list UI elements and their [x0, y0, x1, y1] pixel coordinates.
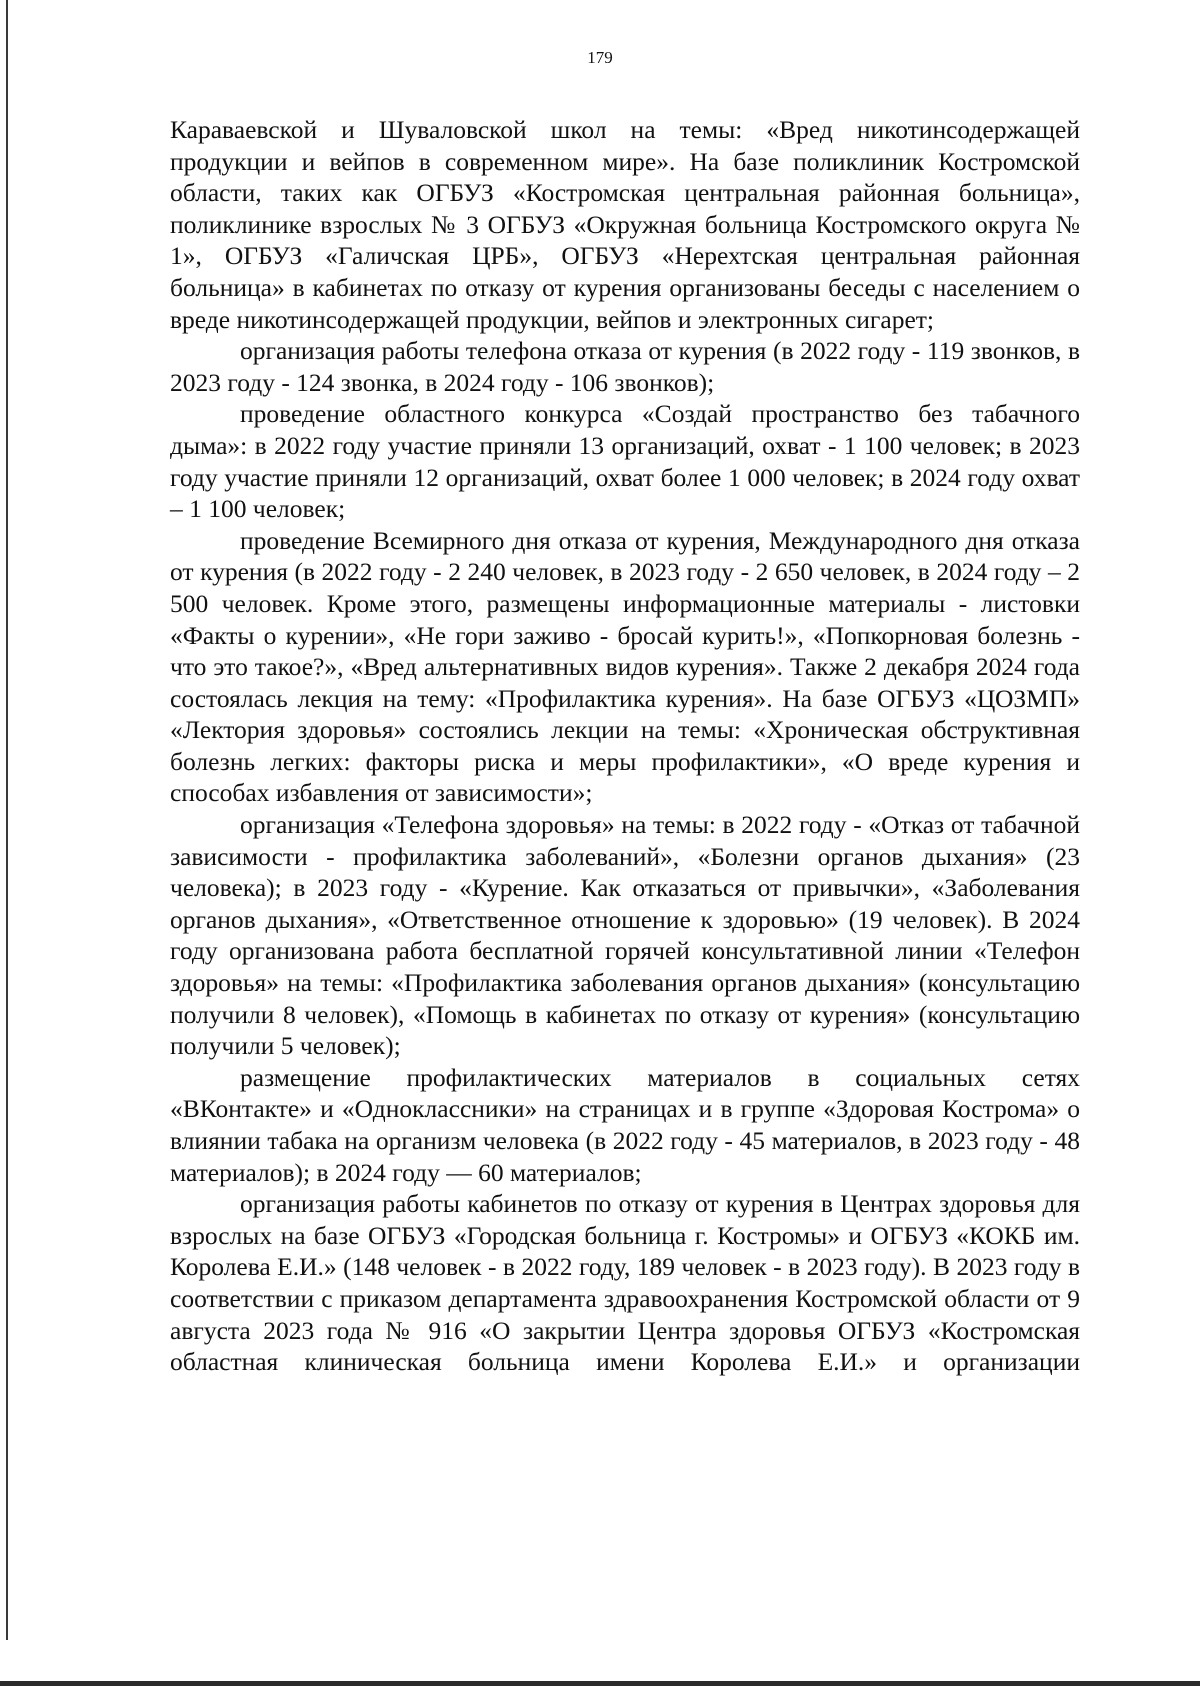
paragraph-7: организация работы кабинетов по отказу от курения в Центрах здоровья для взрослых на базе ОГБУЗ «Городская больница г. Костромы» и ОГБУЗ «КОКБ им. Королева Е.И.» (148 человек - в 2022 году, 189 человек - в 2023 году). В 2023 году в соответствии с приказом департамента здравоохранения Костромской области от 9 августа 2023 года № 916 «О закрытии Центра здоровья ОГБУЗ «Костромская областная клиническая больница имени Королева Е.И.» и организации — [170, 1189, 1080, 1377]
paragraph-3: проведение областного конкурса «Создай пространство без табачного дыма»: в 2022 году участие приняли 13 организаций, охват - 1 100 человек; в 2023 году участие приняли 12 организаций, охват более 1 000 человек; в 2024 году охват – 1 100 человек; — [170, 399, 1080, 524]
document-body — [170, 114, 1080, 1378]
scan-left-edge — [6, 0, 8, 1640]
paragraph-2: организация работы телефона отказа от курения (в 2022 году - 119 звонков, в 2023 году - 124 звонка, в 2024 году - 106 звонков); — [170, 336, 1080, 397]
page-number: 179 — [587, 48, 613, 67]
paragraph-4: проведение Всемирного дня отказа от курения, Международного дня отказа от курения (в 2022 году - 2 240 человек, в 2023 году - 2 650 человек, в 2024 году – 2 500 человек. Кроме этого, размещены информационные материалы - листовки «Факты о курении», «Не гори заживо - бросай курить!», «Попкорновая болезнь - что это такое?», «Вред альтернативных видов курения». Также 2 декабря 2024 года состоялась лекция на тему: «Профилактика курения». На базе ОГБУЗ «ЦОЗМП» «Лектория здоровья» состоялись лекции на темы: «Хроническая обструктивная болезнь легких: факторы риска и меры профилактики», «О вреде курения и способах избавления от зависимости»; — [170, 525, 1080, 808]
paragraph-6: размещение профилактических материалов в социальных сетях «ВКонтакте» и «Одноклассники» на страницах и в группе «Здоровая Кострома» о влиянии табака на организм человека (в 2022 году - 45 материалов, в 2023 году - 48 материалов); в 2024 году — 60 материалов; — [170, 1062, 1080, 1187]
scan-bottom-edge — [0, 1681, 1200, 1686]
paragraph-1: Караваевской и Шуваловской школ на темы: «Вред никотинсодержащей продукции и вейпов в современном мире». На базе поликлиник Костромской области, таких как ОГБУЗ «Костромская центральная районная больница», поликлинике взрослых № 3 ОГБУЗ «Окружная больница Костромского округа № 1», ОГБУЗ «Галичская ЦРБ», ОГБУЗ «Нерехтская центральная районная больница» в кабинетах по отказу от курения организованы беседы с населением о вреде никотинсодержащей продукции, вейпов и электронных сигарет; — [170, 115, 1080, 334]
paragraph-5: организация «Телефона здоровья» на темы: в 2022 году - «Отказ от табачной зависимости - профилактика заболеваний», «Болезни органов дыхания» (23 человека); в 2023 году - «Курение. Как отказаться от привычки», «Заболевания органов дыхания», «Ответственное отношение к здоровью» (19 человек). В 2024 году организована работа бесплатной горячей консультативной линии «Телефон здоровья» на темы: «Профилактика заболевания органов дыхания» (консультацию получили 8 человек), «Помощь в кабинетах по отказу от курения» (консультацию получили 5 человек); — [170, 810, 1080, 1061]
